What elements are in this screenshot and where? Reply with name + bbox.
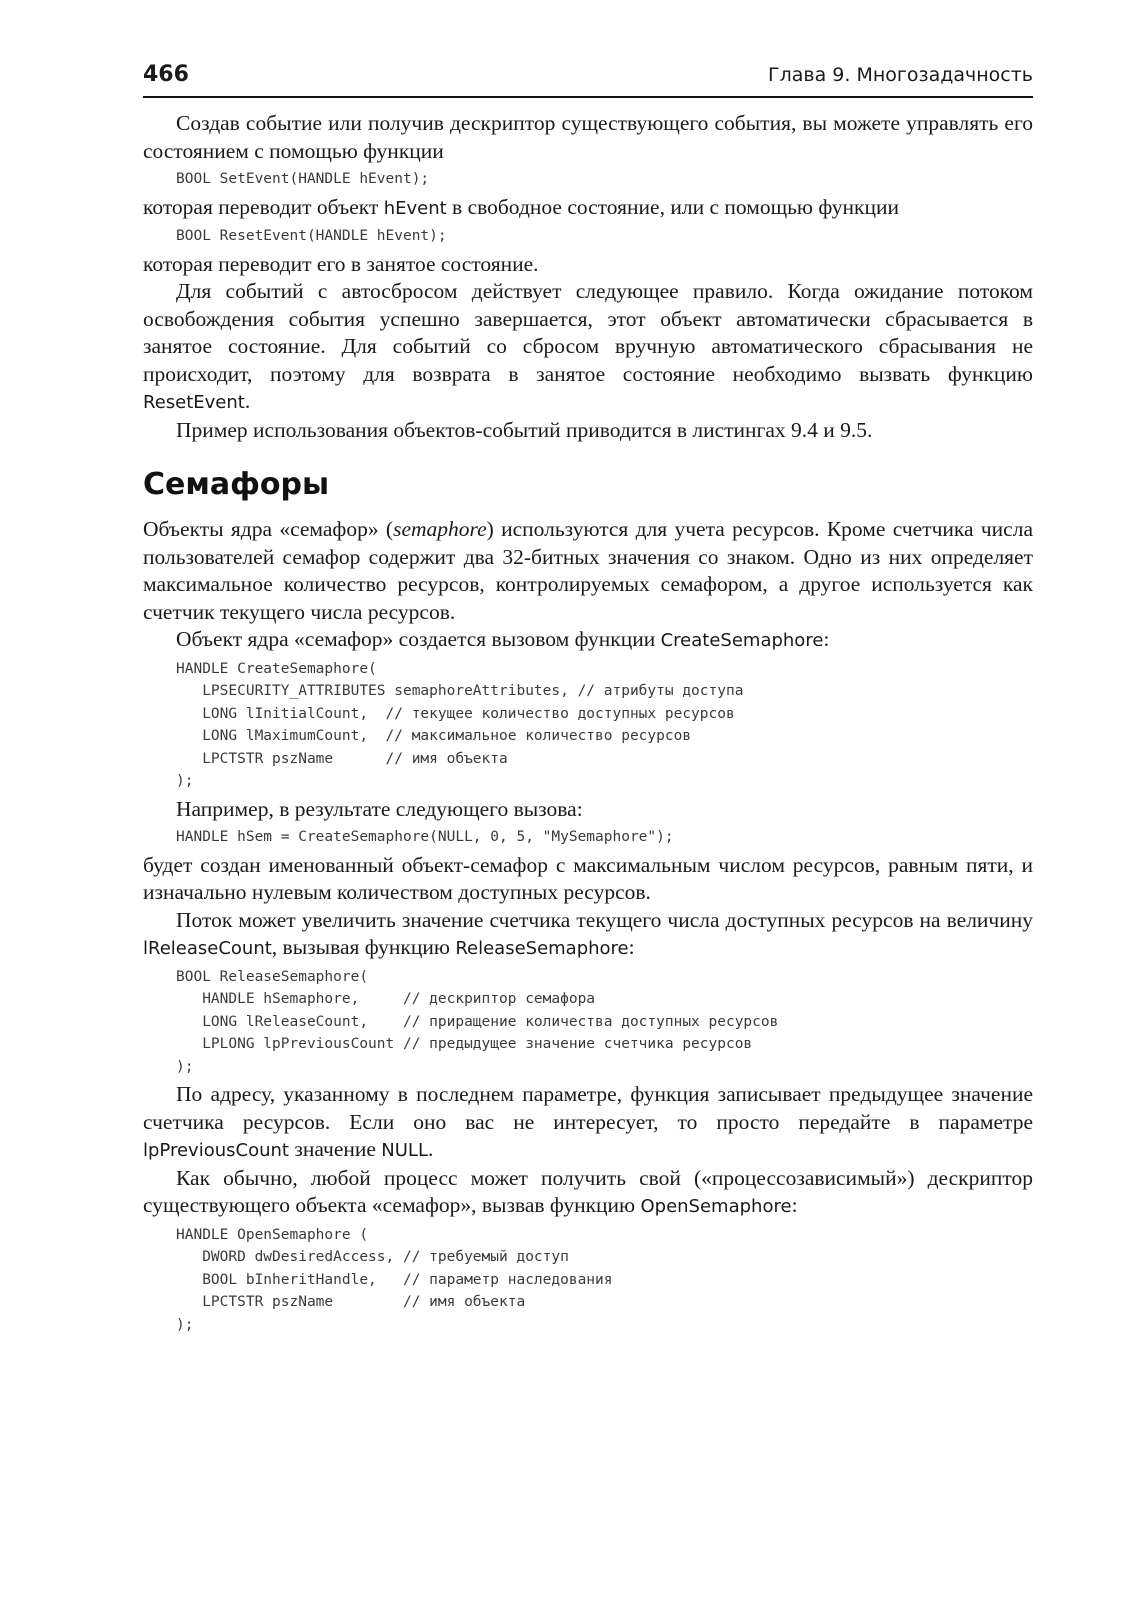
- code-block: BOOL SetEvent(HANDLE hEvent);: [176, 171, 430, 187]
- paragraph: Для событий с автосбросом действует следующее правило. Когда ожидание потоком освобождения события успешно завершается, этот объект автоматически сбрасывается в занятое состояние. Для событий со сбросом вручную автоматического сбрасывания не происходит, поэтому для возврата в занятое состояние необходимо вызвать функцию ResetEvent.: [143, 279, 1033, 413]
- inline-code: NULL: [381, 1140, 428, 1161]
- inline-code: ResetEvent: [143, 392, 245, 413]
- paragraph: По адресу, указанному в последнем параметре, функция записывает предыдущее значение счетчика ресурсов. Если оно вас не интересует, то просто передайте в параметре lpPreviousCount значение NULL.: [143, 1082, 1033, 1161]
- inline-code: lReleaseCount: [143, 938, 272, 959]
- code-block: BOOL ReleaseSemaphore( HANDLE hSemaphore, // дескриптор семафора LONG lReleaseCount, // приращение количества доступных ресурсов LPLONG lpPreviousCount // предыдущее значение счетчика ресурсов );: [176, 968, 779, 1075]
- paragraph: Пример использования объектов-событий приводится в листингах 9.4 и 9.5.: [176, 417, 873, 442]
- page-content: [143, 110, 1033, 1336]
- code-block: HANDLE hSem = CreateSemaphore(NULL, 0, 5, "MySemaphore");: [176, 829, 674, 845]
- paragraph: Создав событие или получив дескриптор существующего события, вы можете управлять его состоянием с помощью функции: [143, 111, 1033, 163]
- page-number: 466: [143, 62, 189, 87]
- inline-code: ReleaseSemaphore: [455, 938, 629, 959]
- inline-code: lpPreviousCount: [143, 1140, 289, 1161]
- paragraph: которая переводит объект hEvent в свободное состояние, или с помощью функции: [143, 194, 899, 219]
- code-block: HANDLE CreateSemaphore( LPSECURITY_ATTRIBUTES semaphoreAttributes, // атрибуты доступа LONG lInitialCount, // текущее количество доступных ресурсов LONG lMaximumCount, // максимальное количество ресурсов LPCTSTR pszName // имя объекта );: [176, 660, 744, 789]
- code-block: HANDLE OpenSemaphore ( DWORD dwDesiredAccess, // требуемый доступ BOOL bInheritHandle, // параметр наследования LPCTSTR pszName // имя объекта );: [176, 1226, 613, 1333]
- inline-code: CreateSemaphore: [660, 630, 824, 651]
- paragraph: Поток может увеличить значение счетчика текущего числа доступных ресурсов на величину lReleaseCount, вызывая функцию ReleaseSemaphore:: [143, 907, 1033, 959]
- emphasis: semaphore: [393, 517, 487, 541]
- running-title: Глава 9. Многозадачность: [768, 64, 1033, 86]
- paragraph: которая переводит его в занятое состояние.: [143, 251, 539, 276]
- paragraph: Объект ядра «семафор» создается вызовом функции CreateSemaphore:: [176, 627, 830, 651]
- code-block: BOOL ResetEvent(HANDLE hEvent);: [176, 228, 447, 244]
- paragraph: будет создан именованный объект-семафор с максимальным числом ресурсов, равным пяти, и изначально нулевым количеством доступных ресурсов.: [143, 852, 1033, 904]
- paragraph: Например, в результате следующего вызова:: [176, 796, 583, 821]
- paragraph: Как обычно, любой процесс может получить свой («процессозависимый») дескриптор существующего объекта «семафор», вызвав функцию OpenSemaphore:: [143, 1165, 1033, 1217]
- book-page: [143, 62, 1033, 1339]
- inline-code: OpenSemaphore: [640, 1196, 792, 1217]
- page-header: [143, 62, 1033, 98]
- inline-code: hEvent: [383, 197, 447, 219]
- section-heading: Семафоры: [143, 467, 330, 502]
- paragraph: Объекты ядра «семафор» (semaphore) используются для учета ресурсов. Кроме счетчика числа пользователей семафор содержит два 32-битных значения со знаком. Одно из них определяет максимальное количество ресурсов, контролируемых семафором, а другое используется как счетчик текущего числа ресурсов.: [143, 517, 1033, 624]
